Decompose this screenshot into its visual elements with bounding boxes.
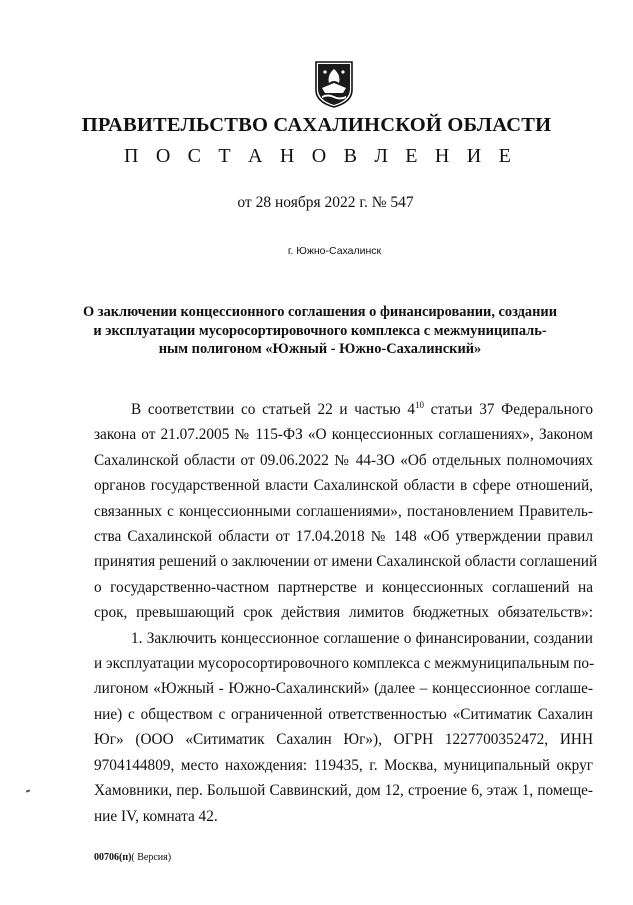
document-body bbox=[94, 397, 598, 829]
body-line: органов государственной власти Сахалинской области в сфере отношений, bbox=[94, 477, 593, 495]
coat-of-arms-icon bbox=[313, 58, 355, 108]
body-line: Сахалинской области от 09.06.2022 № 44-ЗО «Об отдельных полномочиях bbox=[94, 451, 593, 469]
body-line bbox=[94, 397, 593, 422]
body-line: срок, превышающий срок действия лимитов бюджетных обязательств»: bbox=[94, 604, 593, 622]
body-text-fragment: статьи 37 Федерального bbox=[423, 401, 593, 418]
subject-line: и эксплуатации мусоросортировочного комплекса с межмуниципаль- bbox=[93, 322, 547, 339]
body-line: ние) с обществом с ограниченной ответственностью «Ситиматик Сахалин bbox=[94, 705, 593, 723]
body-line: лигоном «Южный - Южно-Сахалинский» (далее – концессионное соглаше- bbox=[94, 680, 593, 698]
government-title: ПРАВИТЕЛЬСТВО САХАЛИНСКОЙ ОБЛАСТИ bbox=[81, 114, 552, 136]
body-line: Хамовники, пер. Большой Саввинский, дом 12, строение 6, этаж 1, помеще- bbox=[94, 782, 593, 800]
body-line: ние IV, комната 42. bbox=[94, 807, 218, 825]
superscript-number: 10 bbox=[414, 400, 424, 410]
body-line: связанных с концессионными соглашениями», постановлением Правитель- bbox=[94, 502, 593, 520]
document-subject bbox=[80, 303, 560, 359]
form-version: ( Версия) bbox=[131, 852, 172, 863]
subject-line: О заключении концессионного соглашения о финансировании, создании bbox=[83, 304, 557, 320]
body-line: и эксплуатации мусоросортировочного комплекса с межмуниципальным по- bbox=[94, 655, 595, 673]
body-text-fragment: В соответствии со статьей 22 и частью 4 bbox=[131, 401, 415, 418]
form-code: 00706(п) bbox=[94, 852, 132, 863]
body-line: ства Сахалинской области от 17.04.2018 № 148 «Об утверждении правил bbox=[94, 528, 593, 546]
body-line: 1. Заключить концессионное соглашение о финансировании, создании bbox=[131, 629, 593, 647]
body-line: Юг» (ООО «Ситиматик Сахалин Юг»), ОГРН 1227700352472, ИНН bbox=[94, 731, 593, 749]
subject-line: ным полигоном «Южный - Южно-Сахалинский» bbox=[158, 341, 482, 357]
document-date-number: от 28 ноября 2022 г. № 547 bbox=[237, 194, 414, 211]
scan-speck bbox=[26, 789, 30, 792]
body-line: 9704144809, место нахождения: 119435, г. Москва, муниципальный округ bbox=[94, 756, 593, 774]
body-line: о государственно-частном партнерстве и концессионных соглашений на bbox=[94, 578, 593, 596]
body-line: принятия решений о заключении от имени Сахалинской области соглашений bbox=[94, 553, 598, 571]
document-city: г. Южно-Сахалинск bbox=[287, 245, 382, 257]
footer-form-code bbox=[94, 852, 171, 863]
body-line: закона от 21.07.2005 № 115-ФЗ «О концессионных соглашениях», Законом bbox=[94, 426, 593, 444]
document-type: П О С Т А Н О В Л Е Н И Е bbox=[124, 145, 517, 167]
